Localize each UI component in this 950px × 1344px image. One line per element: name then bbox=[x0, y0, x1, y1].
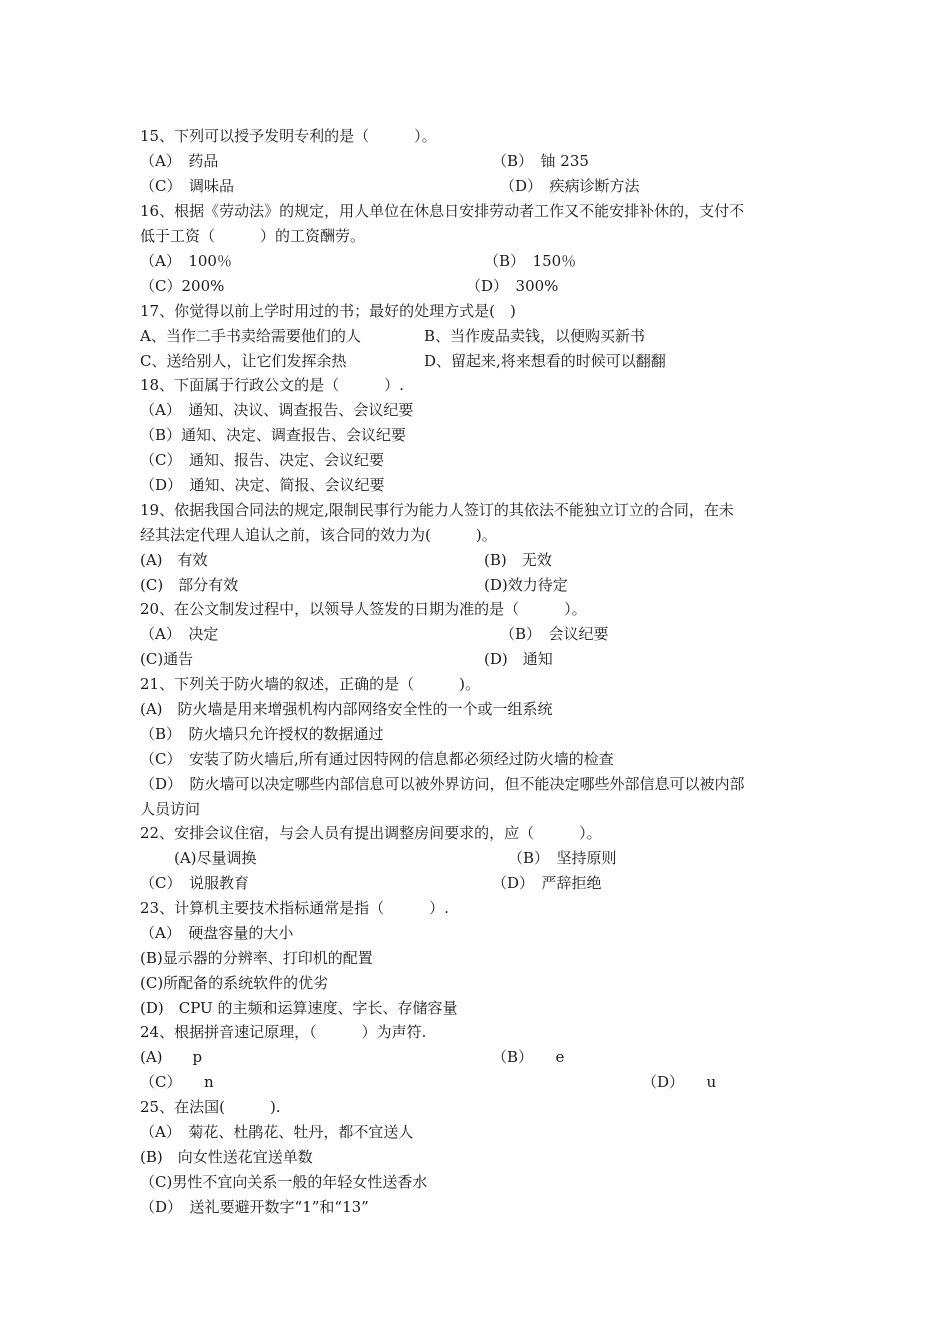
q16-option-b: （B） 150％ bbox=[484, 252, 577, 270]
question-19-stem-line1: 19、依据我国合同法的规定,限制民事行为能力人签订的其依法不能独立订立的合同，在未 bbox=[140, 501, 734, 519]
q17-option-b: B、当作废品卖钱，以便购买新书 bbox=[424, 327, 646, 345]
question-25-stem: 25、在法国( ). bbox=[140, 1098, 281, 1116]
q24-option-a: (A) p bbox=[140, 1048, 203, 1066]
q17-option-c: C、送给别人，让它们发挥余热 bbox=[140, 352, 347, 370]
question-20-stem: 20、在公文制发过程中，以领导人签发的日期为准的是（ ）。 bbox=[140, 600, 587, 618]
q18-option-b: （B）通知、决定、调查报告、会议纪要 bbox=[140, 426, 407, 444]
q15-option-c: （C） 调味品 bbox=[140, 177, 234, 195]
q17-option-d: D、留起来,将来想看的时候可以翻翻 bbox=[424, 352, 666, 370]
q21-option-d-continued: 人员访问 bbox=[140, 800, 201, 818]
question-24-stem: 24、根据拼音速记原理，（ ）为声符. bbox=[140, 1023, 427, 1041]
q16-option-c: （C）200% bbox=[140, 277, 225, 295]
q19-option-a: (A) 有效 bbox=[140, 551, 208, 569]
q23-option-c: (C)所配备的系统软件的优劣 bbox=[140, 974, 329, 992]
q21-option-d: （D） 防火墙可以决定哪些内部信息可以被外界访问，但不能决定哪些外部信息可以被内部 bbox=[140, 775, 745, 793]
q24-option-c: （C） n bbox=[140, 1073, 214, 1091]
q22-option-b: （B） 坚持原则 bbox=[508, 849, 617, 867]
q20-option-c: (C)通告 bbox=[140, 650, 194, 668]
question-23-stem: 23、计算机主要技术指标通常是指（ ）. bbox=[140, 899, 449, 917]
q18-option-a: （A） 通知、决议、调查报告、会议纪要 bbox=[140, 401, 414, 419]
question-21-stem: 21、下列关于防火墙的叙述，正确的是（ )。 bbox=[140, 675, 480, 693]
q22-option-d: （D） 严辞拒绝 bbox=[492, 874, 602, 892]
q20-option-a: （A） 决定 bbox=[140, 625, 219, 643]
q19-option-b: (B) 无效 bbox=[484, 551, 552, 569]
question-15-stem: 15、下列可以授予发明专利的是（ ）。 bbox=[140, 127, 437, 145]
q24-option-b: （B） e bbox=[492, 1048, 565, 1066]
q25-option-d: （D） 送礼要避开数字“1”和“13” bbox=[140, 1198, 369, 1216]
question-22-stem: 22、安排会议住宿，与会人员有提出调整房间要求的，应（ ）。 bbox=[140, 824, 602, 842]
q15-option-b: （B） 铀 235 bbox=[492, 152, 589, 170]
q18-option-d: （D） 通知、决定、简报、会议纪要 bbox=[140, 476, 385, 494]
question-17-stem: 17、你觉得以前上学时用过的书；最好的处理方式是( ) bbox=[140, 302, 516, 320]
q20-option-d: (D) 通知 bbox=[484, 650, 553, 668]
q23-option-d: (D) CPU 的主频和运算速度、字长、存储容量 bbox=[140, 999, 458, 1017]
q25-option-b: (B) 向女性送花宜送单数 bbox=[140, 1148, 313, 1166]
q25-option-c: （C)男性不宜向关系一般的年轻女性送香水 bbox=[140, 1173, 428, 1191]
q19-option-d: (D)效力待定 bbox=[484, 576, 568, 594]
q21-option-b: （B） 防火墙只允许授权的数据通过 bbox=[140, 725, 384, 743]
q22-option-a: (A)尽量调换 bbox=[174, 849, 257, 867]
q24-option-d: （D） u bbox=[642, 1073, 717, 1091]
q20-option-b: （B） 会议纪要 bbox=[500, 625, 609, 643]
q21-option-a: (A) 防火墙是用来增强机构内部网络安全性的一个或一组系统 bbox=[140, 700, 553, 718]
question-16-stem-line2: 低于工资（ ）的工资酬劳。 bbox=[140, 227, 366, 245]
q18-option-c: （C） 通知、报告、决定、会议纪要 bbox=[140, 451, 384, 469]
q15-option-d: （D） 疾病诊断方法 bbox=[500, 177, 640, 195]
q16-option-d: （D） 300% bbox=[466, 277, 559, 295]
q25-option-a: （A） 菊花、杜鹃花、牡丹，都不宜送人 bbox=[140, 1123, 414, 1141]
q19-option-c: (C) 部分有效 bbox=[140, 576, 239, 594]
question-16-stem-line1: 16、根据《劳动法》的规定，用人单位在休息日安排劳动者工作又不能安排补休的，支付不 bbox=[140, 202, 745, 220]
q23-option-b: (B)显示器的分辨率、打印机的配置 bbox=[140, 949, 373, 967]
q23-option-a: （A） 硬盘容量的大小 bbox=[140, 924, 294, 942]
q15-option-a: （A） 药品 bbox=[140, 152, 219, 170]
q17-option-a: A、当作二手书卖给需要他们的人 bbox=[140, 327, 361, 345]
question-19-stem-line2: 经其法定代理人追认之前，该合同的效力为( )。 bbox=[140, 526, 497, 544]
q21-option-c: （C） 安装了防火墙后,所有通过因特网的信息都必须经过防火墙的检查 bbox=[140, 750, 614, 768]
question-18-stem: 18、下面属于行政公文的是（ ）. bbox=[140, 376, 404, 394]
q16-option-a: （A） 100％ bbox=[140, 252, 232, 270]
q22-option-c: （C） 说服教育 bbox=[140, 874, 249, 892]
